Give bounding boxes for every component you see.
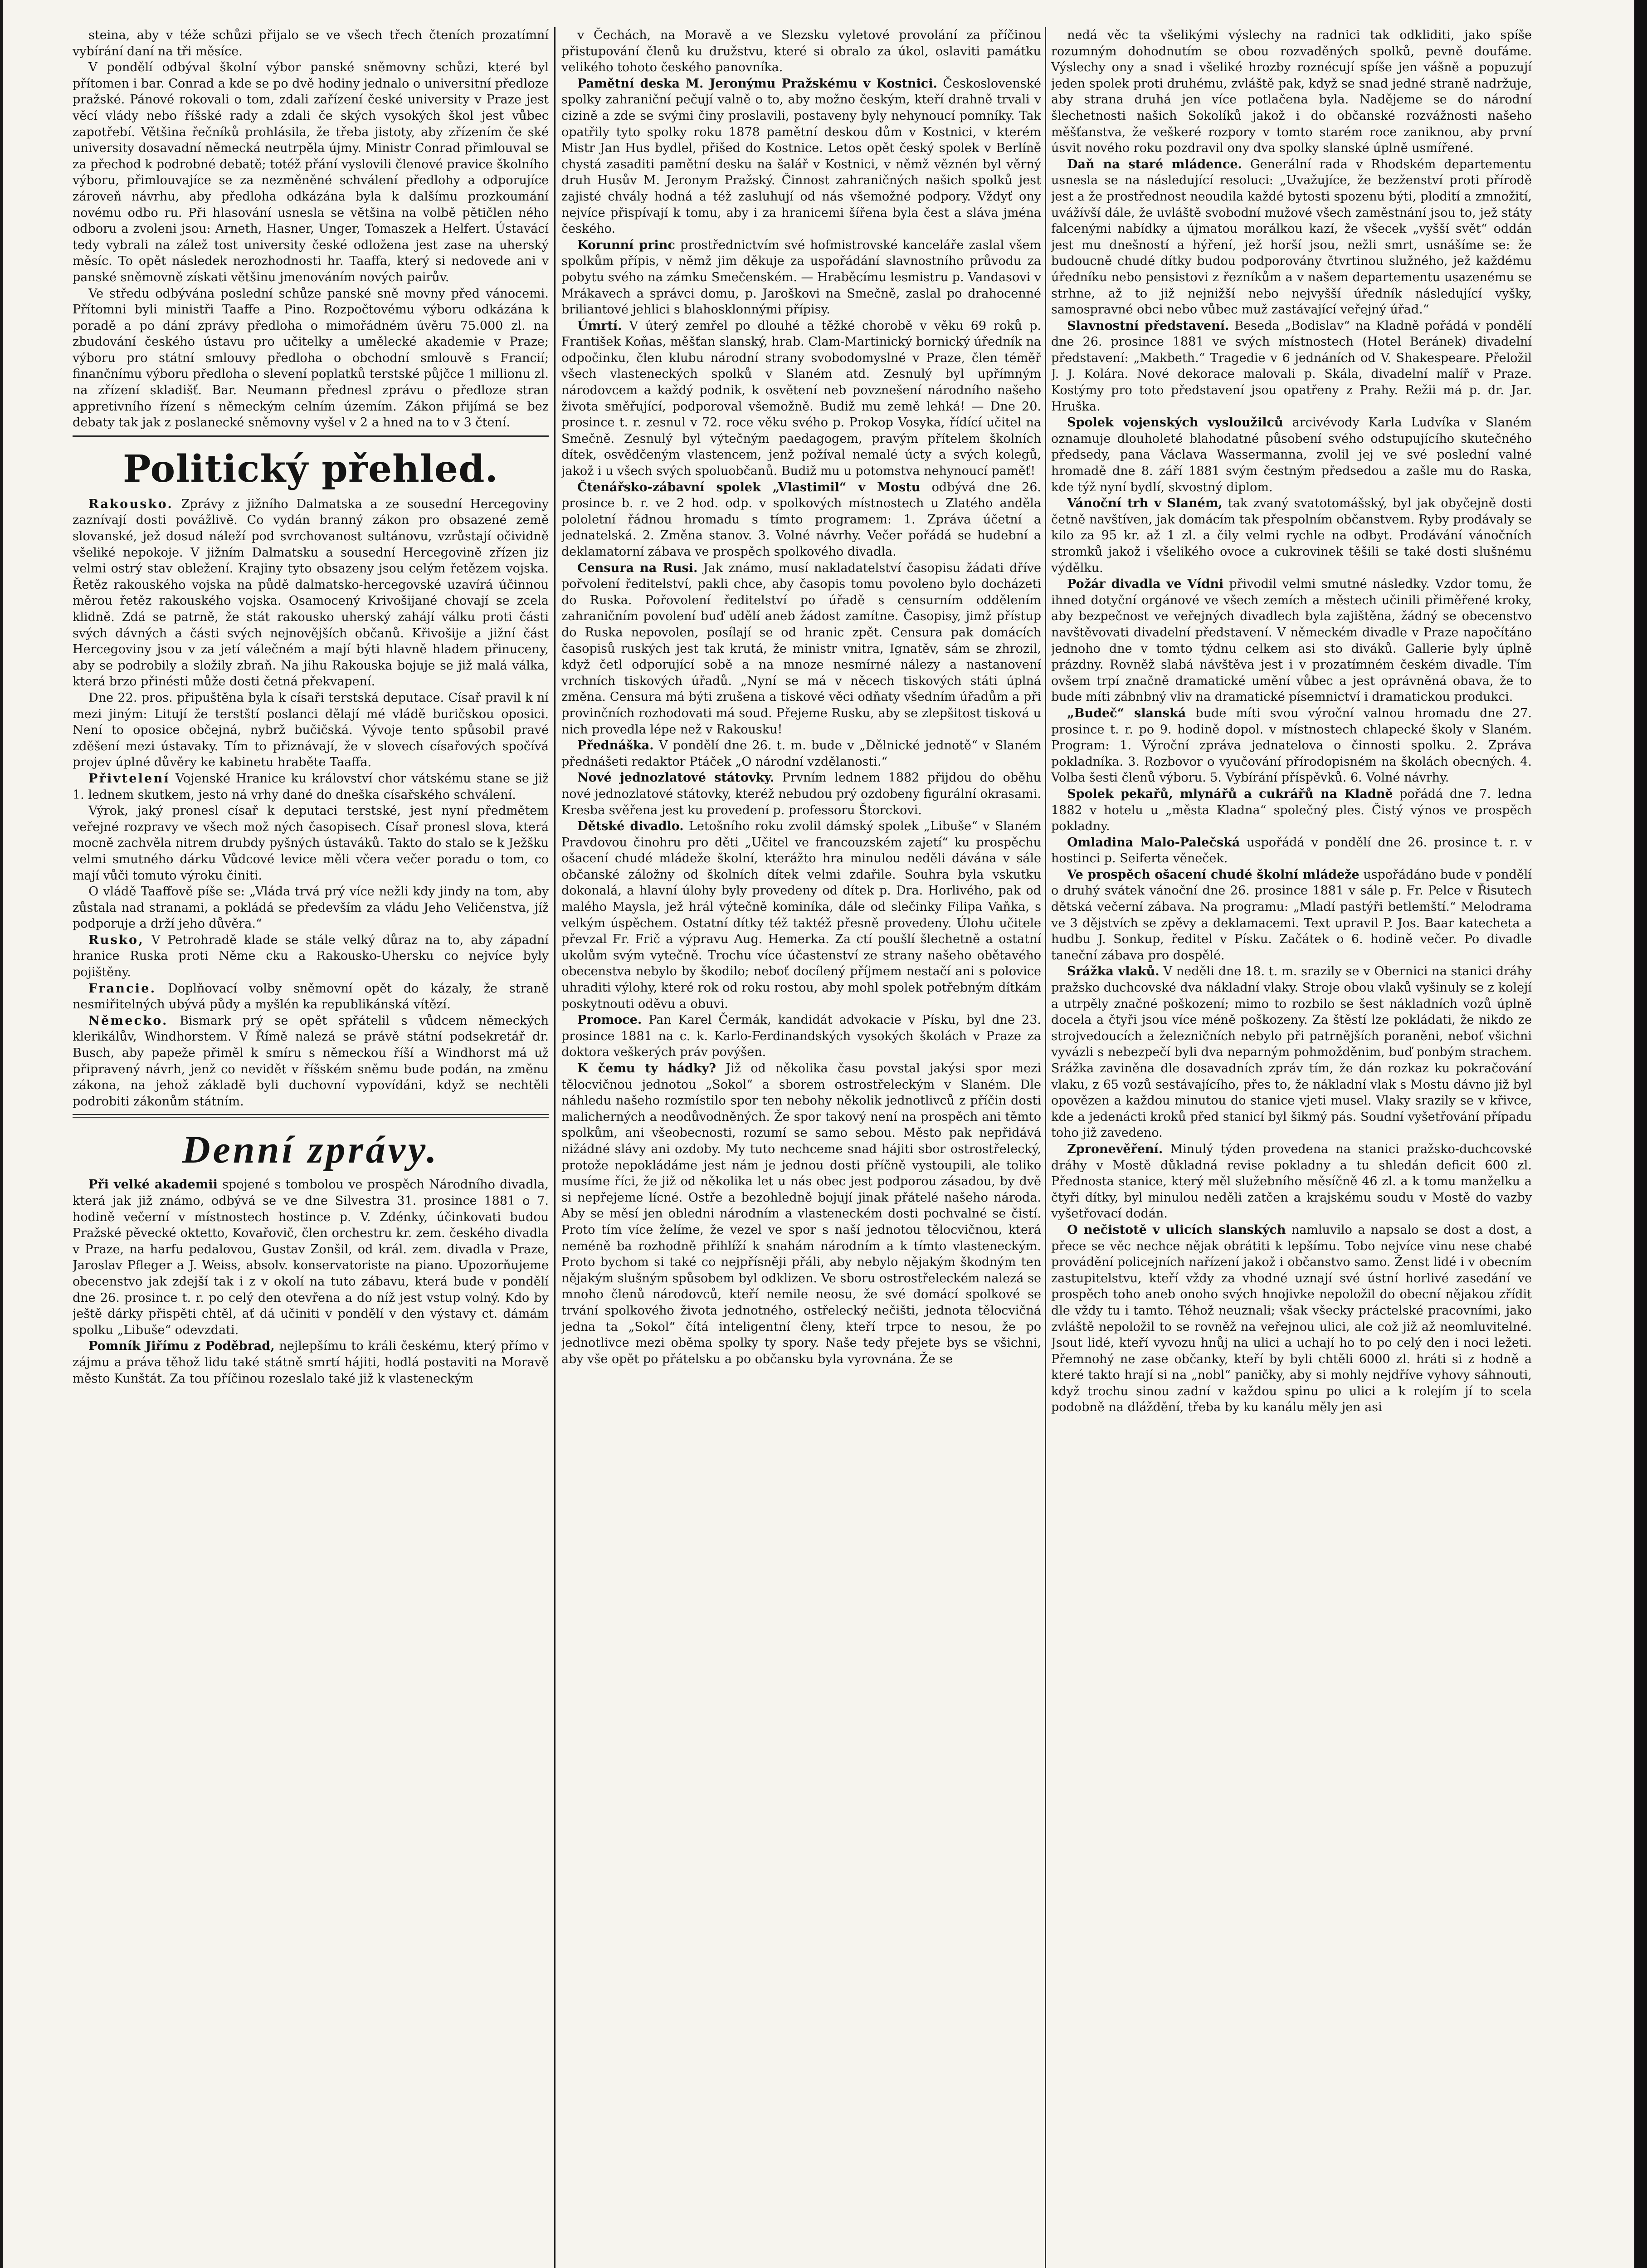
politics-articles <box>73 496 549 1110</box>
article-heading: Ve prospěch ošacení chudé školní mládeže <box>1067 867 1360 882</box>
article <box>1051 867 1532 964</box>
article <box>1051 705 1532 786</box>
article-body: Bismark prý se opět spřátelil s vůdcem německých klerikálův, Windhorstem. V Římě nalezá se právě státní podsekretář dr. Busch, aby papeže přiměl k smíru s německou říší a Windhorst má už připravený návrh, jenž co nevidět v říšském sněmu bude podán, na změnu zákona, na jehož základě byli duchovní vypovídáni, když se nechtěli podrobiti zákonům státním. <box>73 1013 549 1109</box>
article-body: V úterý zemřel po dlouhé a těžké chorobě v věku 69 roků p. František Koňas, měšťan slanský, hrab. Clam-Martinický bornický úředník na odpočinku, člen klubu národní strany svobodomyslné v Praze, člen téměř všech vlasteneckých spolků v Slaném atd. Zesnulý byl upřímným národovcem a každý podnik, k osvětení neb povznešení národního našeho života směřující, podporoval všemožně. Budiž mu země lehká! — Dne 20. prosince t. r. zesnul v 72. roce věku svého p. Prokop Vosyka, řídící učitel na Smečně. Zesnulý byl výtečným paedagogem, pravým přítelem školních dítek, osvědčeným vlastencem, jenž požíval nemalé úcty a svých kolegů, jakož i u všech svých spoluobčanů. Budiž mu u potomstva nehynoucí paměť! <box>561 318 1041 479</box>
article-body: Vojenské Hranice ku království chor vátskému stane se již 1. lednem skutkem, jesto ná vrhy dané do dneška císařského schválení. <box>73 771 549 802</box>
article <box>1051 415 1532 495</box>
daily-news-articles <box>561 27 1041 1367</box>
article-heading: Přivtelení <box>88 771 170 786</box>
article-heading: Francie. <box>88 981 156 996</box>
article <box>1051 786 1532 835</box>
article-paragraph: Ve středu odbývána poslední schůze panské sně movny před vánocemi. Přítomni byli ministři Taaffe a Pino. Rozpočtovému výboru odkázána k poradě a po dání zprávy předloha o mimořádném úvěru 75.000 zl. na zbudování českého ústavu pro učitelky a umělecké akademie v Praze; výboru pro státní smlouvy předloha o obchodní smlouvě s Francií; finančnímu výboru předloha o slevení poplatků terstské půjčce 1 millionu zl. na zřízení skladišť. Bar. Neumann přednesl zprávu o předloze stran appretivního řízení s německým celním územím. Zákon přijímá se bez debaty tak jak z poslanecké sněmovny vyšel v 2 a hned na to v 3 čtení. <box>73 286 549 430</box>
article <box>1051 1222 1532 1416</box>
article <box>73 1338 549 1387</box>
article-body: bude míti svou výroční valnou hromadu dne 27. prosince t. r. po 9. hodině dopol. v místnostech chlapecké školy v Slaném. Program: 1. Výroční zpráva jednatelova o činnosti spolku. 2. Zpráva pokladníka. 3. Rozbovor o vyučování přírodopisném na školách obecných. 4. Volba šesti členů výboru. 5. Vybírání příspěvků. 6. Volné návrhy. <box>1051 706 1532 785</box>
daily-news-articles <box>1051 27 1532 1416</box>
section-title-daily: Denní zprávy. <box>182 1128 439 1172</box>
article-heading: Přednáška. <box>577 738 654 753</box>
article-body: Prvním lednem 1882 přijdou do oběhu nové jednozlatové státovky, kteréž nebudou prý ozdobeny figurální okrasami. Kresba svěřena jest ku provedení p. professoru Štorckovi. <box>561 771 1041 817</box>
article <box>1051 1141 1532 1222</box>
article-heading: Úmrtí. <box>577 318 622 333</box>
article-body: uspořádáno bude v pondělí o druhý svátek vánoční dne 26. prosince 1881 v sále p. Fr. Pelce v Řisutech dětská večerní zábava. Na programu: „Mladí pastýři betlemští.“ Melodrama ve 3 dějstvích se zpěvy a deklamacemi. Text upravil P. Jos. Baar katecheta a hudbu J. Sonkup, ředitel v Písku. Začátek o 6. hodině večer. Po divadle taneční zábava pro dospělé. <box>1051 867 1532 963</box>
scan-edge-right <box>1634 0 1647 2268</box>
article <box>1051 963 1532 1141</box>
article-body: namluvilo a napsalo se dost a dost, a přece se věc nechce nějak obrátiti k lepšímu. Tobo nejvíce vinu nese chabé provádění policejních nařízení jakož i občanstvo samo. Ženst lidé i v obecním zastupitelstvu, kteří vždy za vhodné uznají své ústní horlivé zasedání ve prospěch toho aneb onoho svých hnojivke nepoložil do obecní nějakou zřídit dle vždy tu i tamto. Téhož neuznali; však všecky práctelské pracovními, jako zvláště nepoložil to se rovněž na veřejnou ulici, ale což již až neomluvitelné. Jsout lidé, kteří vyvozu hnůj na ulici a uchají ho to po celý den i noci ležeti. Přemnohý ne zase občanky, kteří by byli chtěli 6000 zl. hráti si z hodně a které takto hrají si na „nobl“ paničky, aby si mohly nejdříve vyhovy sáhnouti, když trochu sinou zadní v každou spinu po ulici a k rolejím jí to scela podobně na dláždění, třeba by ku kanálu měly jen asi <box>1051 1222 1532 1415</box>
article-heading: O nečistotě v ulicích slanských <box>1067 1222 1286 1237</box>
article-paragraph: V pondělí odbýval školní výbor panské sněmovny schůzi, které byl přítomen i bar. Conrad a kde se po dvě hodiny jednalo o universitní předloze pražské. Pánové rokovali o tom, zdali zařízení české university v Praze jest věcí vlády nebo říšské rady a zdali če ských vysokých škol jest vůbec zapotřebí. Většina řečníků prohlásila, že třeba jistoty, aby zřízením če ské university dosavadní německá neutrpěla újmy. Ministr Conrad přimlouval se za přechod k podrobné debatě; totéž přání vyslovili členové pravice školního výboru, přimlouvajíce se za nezměněné schválení předlohy a odporujíce zároveň návrhu, aby předloha odkázána byla k dalšímu prozkoumání novému odbo ru. Při hlasování usnesla se většina na volbě pětičlen ného odboru a zvoleni jsou: Arneth, Hasner, Unger, Tomaszek a Helfert. Ústavácí tedy vybrali na zálež tost university české odložena jest zase na uherský měsíc. To opět následek nerozhodnosti hr. Taaffa, který si nedovede ani v panské sněmovně získati většinu jmenováním nových pairův. <box>73 60 549 284</box>
article <box>73 690 549 771</box>
article-heading: Čtenářsko-zábavní spolek „Vlastimil“ v Mostu <box>577 480 921 494</box>
article-body: nejlepšímu to králi českému, který přímo v zájmu a práva těhož lidu také státně smrtí hájiti, hodlá postaviti na Moravě město Kunštát. Za tou příčinou rozeslalo také již k vlasteneckým <box>73 1339 549 1386</box>
article-heading: Slavnostní představení. <box>1067 318 1229 333</box>
article <box>1051 495 1532 576</box>
article-body: přivodil velmi smutné následky. Vzdor tomu, že ihned dotyční orgánové ve všech zemích a městech učinili přiměřené kroky, aby bezpečnost ve veřejných divadlech byla zajištěna, žádný se obecenstvo navštěvovati divadelní představení. V německém divadle v Praze napočítáno jednoho dne v tomto týdnu celkem asi sto diváků. Gallerie byly úplně prázdny. Rovněž slabá návštěva jest i v prozatímném českém divadle. Tím ovšem trpí značně dramatické umění vůbec a jest oprávněná obava, že to bude míti zábnbný vliv na dramatické písemnictví i dramatickou produkci. <box>1051 577 1532 704</box>
article-heading: Srážka vlaků. <box>1067 964 1160 979</box>
article-heading: Pamětní deska M. Jeronýmu Pražskému v Kostnici. <box>577 76 937 91</box>
article <box>561 560 1041 738</box>
article-heading: Zpronevěření. <box>1067 1142 1163 1156</box>
article-heading: Daň na staré mládence. <box>1067 157 1242 171</box>
scan-edge-left <box>0 0 3 2268</box>
article-body: Beseda „Bodislav“ na Kladně pořádá v pondělí dne 26. prosince 1881 ve svých místnostech (Hotel Beránek) divadelní představení: „Makbeth.“ Tragedie v 6 jednáních od V. Shakespeare. Přeložil J. J. Kolára. Nové dekorace malovali p. Skála, divadelní malíř v Praze. Kostýmy pro toto představení jsou opatřeny z Prahy. Režii má p. dr. Jar. Hruška. <box>1051 318 1532 414</box>
article-body: Letošního roku zvolil dámský spolek „Libuše“ v Slaném Pravdovou činohru pro děti „Učitel ve francouzském zajetí“ ku prospěchu ošacení chudé mládeže školní, kterážto hra minulou neděli dávána v sále občanské záložny od školních dítek velmi zdařile. Souhra byla vskutku dokonalá, a hlavní úlohy byly provedeny od dítek p. Dra. Horlivého, pak od malého Maysla, jež hrál výtečně kominíka, dále od slečinky Filipa Vaňka, s velkým úspěchem. Ostatní dítky též taktéž přesně provedeny. Úlohu učitele převzal Fr. Frič a výpravu Aug. Hemerka. Za ctí poušlí šlechetně a ostatní ukolům svým vytečně. Trochu více účastenství ze strany našeho obětavého obecenstva nebylo by škodilo; neboť docílený příjmem nestačí ani s polovice uhraditi výlohy, které rok od roku rostou, aby mohl spolek potřebným dítkám poskytnouti oděvu a obuvi. <box>561 819 1041 1011</box>
article-heading: Pomník Jiřímu z Poděbrad, <box>88 1339 275 1354</box>
article-body: nedá věc ta všelikými výslechy na radnici tak odkliditi, jako spíše rozumným dohodnutím se obou rozvaděných spolků, pevně doufáme. Výslechy ony a snad i všeliké hrozby roznécují spíše jen vášně a popuzují jeden spolek proti druhému, zvláště pak, když se snad jedné straně nadržuje, aby strana druhá jen více potlačena byla. Nadějeme se do národní šlechetnosti našich Sokolíků jakož i do občanské rozvážnosti našeho měšťanstva, že veškeré rozpory v tomto starém roce zaniknou, aby první úsvit nového roku pozdravil ony dva spolky slanské úplně usmířené. <box>1051 28 1532 156</box>
article-body: Generální rada v Rhodském departementu usnesla se na následující resoluci: „Uvažujíce, že bezženství proti přírodě jest a že prostřednost neoudila každé bytosti spozenu býti, plodití a zmnožití, uvážívší dále, že uvláště svobodní mužové všech zaměstnání jsou to, jež státy falcenými nabídky a újmatou morálkou kazí, že všecek „vyšší svět“ oddán jest mu dnešností a hýření, jež horší jsou, nežli smrt, usnášíme se: že budoucně chudé dítky budou podporovány čtvrtinou služného, jež každému úředníku nebo pensistovi z řezníkům a v našem departementu usazenému se strhne, až to již nejnižší nebo nejvyšší úředník následující vyšky, samospravné obci nebo vůbec muž zastávající veřejný úřad.“ <box>1051 157 1532 317</box>
article-heading: Promoce. <box>577 1013 642 1027</box>
article <box>561 818 1041 1012</box>
column-3 <box>1051 27 1532 2268</box>
article-heading: Dětské divadlo. <box>577 819 684 834</box>
article <box>73 803 549 884</box>
article <box>1051 835 1532 867</box>
article-heading: Rakousko. <box>88 497 173 511</box>
article <box>1051 576 1532 705</box>
article-body: odbývá dne 26. prosince b. r. ve 2 hod. odp. v spolkových místnostech u Zlatého anděla pololetní řádnou hromadu s tímto programem: 1. Zpráva účetní a jednatelská. 2. Změna stanov. 3. Volné návrhy. Večer pořádá se hudební a deklamatorní zábava ve prospěch spolkového divadla. <box>561 480 1041 559</box>
column-rule <box>554 27 555 2268</box>
article-body: V neděli dne 18. t. m. srazily se v Obernici na stanici dráhy pražsko duchcovské dva nákladní vlaky. Stroje obou vlaků vyšinuly se z kolejí a utrpěly značné poškození; mimo to rozbilo se šest nákladních vozů úplně docela a čtyři jsou více méně poškozeny. Za štěstí lze pokládati, že nikdo ze strojvedoucích a železničních nebylo při patrnějších poraněni, neboť všichni vyvázli s nebezpečí byli dva neparným pohmožděnim, buď ponbým strachem. Srážka zaviněna dle dosavadních zpráv tím, že dán rozkaz ku pokračování vlaku, z 65 vozů sestávajícího, přes to, že nákladní vlak s Mostu dávno již byl opovězen a každou minutou do stanice vjeti musel. Vlaky srazily se v křivce, kde a jedenácti kroků před stanicí byl šikmý pás. Soudní vyšetřování případu toho již zavedeno. <box>1051 964 1532 1140</box>
article-paragraph: steina, aby v téže schůzi přijalo se ve všech třech čteních prozatímní vybírání daní na tři měsíce. <box>73 28 549 59</box>
article-body: arcivévody Karla Ludvíka v Slaném oznamuje dlouholeté blahodatné působení svého odstupujícího skutečného předsedy, pana Václava Wassermanna, zvolil jej ve své poslední valné hromadě dne 8. září 1881 svým čestným předsedou a zašle mu do Raska, kde týž nyní bydlí, skvostný diplom. <box>1051 415 1532 494</box>
parliament-report <box>73 27 549 431</box>
article-body: Výrok, jaký pronesl císař k deputaci terstské, jest nyní předmětem veřejné rozpravy ve všech mož ných časopisech. Císař pronesl slova, která mocně zachvěla nitrem drubdy pyšných ústaváků. Takto do stalo se k Ježšku velmi smutného dárku Vůdcové levice měli včera večer poradu o tom, co mají vůči tomuto výroku činiti. <box>73 804 549 883</box>
article-body: v Čechách, na Moravě a ve Slezsku vyletové provolání za příčinou přistupování členů ku družstvu, které si obralo za úkol, oslaviti památku velikého tohoto českého panovníka. <box>561 28 1041 75</box>
article-heading: Nové jednozlatové státovky. <box>577 771 775 785</box>
article-body: Minulý týden provedena na stanici pražsko-duchcovské dráhy v Mostě důkladná revise pokladny a tu shledán deficit 600 zl. Přednosta stanice, který měl služebního měsíčně 46 zl. a k tomu manželku a čtyři dítky, byl minulou neděli zatčen a krajskému soudu v Mostě do vazby vyšetřovací dodán. <box>1051 1142 1532 1221</box>
article-heading: Omladina Malo-Palečská <box>1067 835 1240 850</box>
article <box>561 318 1041 479</box>
article <box>1051 156 1532 318</box>
article <box>73 1013 549 1110</box>
article <box>1051 27 1532 156</box>
article-body: Již od několika času povstal jakýsi spor mezi tělocvičnou jednotou „Sokol“ a sborem ostrostřeleckým v Slaném. Dle náhledu našeho rozmístilo spor ten nebohy několik jednotlivců z příčin dosti malicherných a neodůvodněných. Že spor takový není na prospěch ani těmto spolkům, ani všeobecnosti, rozumí se samo sebou. Město pak nepřidává nižádné slávy ani ozdoby. My tuto nechceme snad hájiti sbor ostrostřelecký, protože nepokládáme jest nám je jednou dosti příčně vystoupili, ale toliko musíme říci, že již od několika let u nás obec jest podporou zásadou, by dvě si nepřejeme lícné. Ostře a bezohledně bojují jinak přátelé našeho národa. Aby se měsí jen obledni národním a vlasteneckém dosti pochvalné se čistí. Proto tím více želíme, že vezel ve spor s naší jednotou tělocvičnou, která neméně ba rozhodně přihlíží k snahám národním a k tímto vlasteneckým. Proto bychom si také co nejpřísněji přáli, aby nebylo nějakým škodným ten nějakým slušným spůsobem byl odklizen. Ve sboru ostrostřeleckém nalezá se mnoho členů národovců, kteří nemile neosu, že své domácí spolkové se trvání spolkového života jednotného, ostřelecký nečišti, jednota tělocvičná jedna ta „Sokol“ čítá inteligentní členy, kteří trpce to nesou, že po jednotlivce mezi oběma spolky ty spory. Naše tedy přejete bys se všichni, aby vše opět po přátelsku a po občansku byla vyrovnána. Že se <box>561 1061 1041 1366</box>
article-heading: Požár divadla ve Vídni <box>1067 577 1224 591</box>
article-heading: Rusko, <box>88 933 144 947</box>
article-body: spojené s tombolou ve prospěch Národního divadla, která jak již známo, odbývá se ve dne Silvestra 31. prosince 1881 o 7. hodině večerní v místnostech hostince p. V. Zdénky, účinkovati budou Pražské pěvecké oktetto, Kovařovič, člen orchestru kr. zem. českého divadla v Praze, na harfu pedalovou, Gustav Zonšil, od král. zem. divadla v Praze, Jaroslav Pfleger a J. Weiss, absolv. konservatoriste na piano. Upozorňujeme obecenstvo jak zdejší tak i z v okolí na tuto zábavu, která bude v pondělí dne 26. prosince t. r. po celý den otevřena a do níž jest vstup volný. Kdo by ještě dárky přispěti chtěl, ať dá učiniti v pondělí v den výstavy ct. dámám spolku „Libuše“ odevzdati. <box>73 1178 549 1337</box>
article-heading: Německo. <box>88 1013 168 1028</box>
article-body: tak zvaný svatotomášský, byl jak obyčejně dosti četně navštíven, jak domácím tak přespolním občanstvem. Ryby prodávaly se kilo za 95 kr. až 1 zl. a čily velmi rychle na odbyt. Prodávání vánočních stromků jakož i všelikého ovoce a cukrovinek těšili se také dosti slušnému výdělku. <box>1051 496 1532 575</box>
article <box>561 770 1041 818</box>
article-body: prostřednictvím své hofmistrovské kanceláře zaslal všem spolkům přípis, v němž jim děkuje za uspořádání slavnostního průvodu za pobytu svého na zámku Smečenském. — Hraběcímu lesmistru p. Vandasovi v Mrákavech a správci domu, p. Jaroškovi na Smečně, zaslal po drahocenné briliantové jehlici s blahosklonnými přípisy. <box>561 238 1041 317</box>
article-body: Jak známo, musí nakladatelství časopisu žádati dříve pořvolení ředitelství, pakli chce, aby časopis tomu povoleno bylo docházeti do Ruska. Pořovolení ředitelství po úřadě s censurním oddělením zahraničním povolení buď udělí aneb žádost zamítne. Časopisy, jimž přístup do Ruska nepovolen, posílají se od hranic zpět. Censura pak domácích časopisů ruských jest tak krutá, že ministr vnitra, Ignatěv, sám se zhrozil, když četl odporující sobě a na mnoze nesmírné nálezy a nastanovení vrchních tiskových úřadů. „Nyní se má v něcech tiskových státi úplná změna. Censura má býti zrušena a tiskové věci odňaty všedním úřadům a při provinčních rozhodovati má soud. Přejeme Rusku, aby se zlepšitost tisková u nich provedla lépe než v Rakousku! <box>561 561 1041 737</box>
article <box>73 981 549 1013</box>
column-1 <box>73 27 549 2268</box>
article <box>73 496 549 690</box>
article-body: O vládě Taaffově píše se: „Vláda trvá prý více nežli kdy jindy na tom, aby zůstala nad stranami, a pokládá se především za vládu Jeho Veličenstva, jíž podporuje a drží jeho důvěra.“ <box>73 885 549 931</box>
article <box>561 237 1041 318</box>
article <box>73 932 549 981</box>
article-heading: Censura na Rusi. <box>577 561 698 575</box>
section-divider <box>73 1114 549 1118</box>
article-body: uspořádá v pondělí dne 26. prosince t. r. v hostinci p. Seiferta věneček. <box>1051 835 1532 866</box>
article <box>561 479 1041 560</box>
article-body: Pan Karel Čermák, kandidát advokacie v Písku, byl dne 23. prosince 1881 na c. k. Karlo-Ferdinandských vysokých školách v Praze za doktora veškerých práv povýšen. <box>561 1013 1041 1060</box>
article-heading: Vánoční trh v Slaném, <box>1067 496 1223 511</box>
column-rule <box>1045 27 1046 2268</box>
article <box>561 1061 1041 1367</box>
article-heading: Spolek pekařů, mlynářů a cukrářů na Kladně <box>1067 787 1393 801</box>
article-body: Doplňovací volby sněmovní opět do kázaly, že straně nesmiřitelných ubývá půdy a myšlén ka republikánská vítězí. <box>73 981 549 1012</box>
article <box>561 738 1041 770</box>
article-body: V Petrohradě klade se stále velký důraz na to, aby západní hranice Ruska proti Něme cku a Rakousko-Uhersku co nejvíce byly pojištěny. <box>73 933 549 980</box>
article <box>73 1177 549 1338</box>
article <box>73 884 549 932</box>
section-divider <box>73 435 549 437</box>
article-heading: Korunní princ <box>577 238 675 252</box>
daily-news-articles <box>73 1177 549 1387</box>
article-body: pořádá dne 7. ledna 1882 v hotelu u „města Kladna“ společný ples. Čistý výnos ve prospěch pokladny. <box>1051 787 1532 834</box>
article <box>561 27 1041 76</box>
article-heading: K čemu ty hádky? <box>577 1061 716 1075</box>
article-heading: Spolek vojenských vysloužilců <box>1067 415 1283 430</box>
article-heading: Při velké akademii <box>88 1178 218 1192</box>
article <box>73 771 549 803</box>
section-title-politics: Politický přehled. <box>123 447 498 491</box>
article-body: Československé spolky zahraniční pečují valně o to, aby možno českým, kteří drahně trvali v cizině a zde se svými činy proslavili, postaveny byly nehynoucí pomníky. Tak opatřily tyto spolky roku 1878 pamětní deskou dům v Kostnici, v kterém Mistr Jan Hus bydlel, přišed do Kostnice. Letos opět český spolek v Berlíně chystá zasaditi pamětní desku na šalář v Kostnici, v němž věznén byl věrný druh Husův M. Jeronym Pražský. Činnost zahraničných našich spolků jest zajisté chvály hodná a též zasluhují od nás všemožné podpory. Vždyť ony nejvíce přispívají k tomu, aby i za hranicemi šířena byla čest a sláva jména českého. <box>561 76 1041 236</box>
article-heading: „Budeč“ slanská <box>1067 706 1186 720</box>
article-body: V pondělí dne 26. t. m. bude v „Dělnické jednotě“ v Slaném přednášeti redaktor Ptáček „O národní vzdělanosti.“ <box>561 738 1041 769</box>
article-body: Dne 22. pros. připuštěna byla k císaři terstská deputace. Císař pravil k ní mezi jiným: Litují že terstští poslanci dělají mé vládě buričskou oposici. Není to oposice občejná, nybrž bučičská. Vývoje tento spůsobil pravé zděšení mezi ústavaky. Tím to přiznávají, že v slovech císařových spočívá projev úplné důvěry ke kabinetu hraběte Taaffa. <box>73 690 549 770</box>
article <box>1051 318 1532 415</box>
article-body: Zprávy z jižního Dalmatska a ze sousední Hercegoviny zaznívají dosti povážlivě. Co vydán branný zákon pro obsazené země slovanské, jež dosud náleží pod svrchovanost sultánovu, vzrůstají očividně všeliké nepokoje. V jižním Dalmatsku a sousední Hercegovině zřízen jiz velmi ostrý stav obležení. Krajiny tyto obsazeny jsou celým řetězem vojska. Řetěz rakouského vojska na půdě dalmatsko-hercegovské uzavírá účinnou měrou řetěz rakouského vojska. Osamocený Krivošijané chovají se zcela klidně. Zdá se patrně, že stát rakousko uherský zahájí válku proti části svých dávných a části svých nejnovějších občanů. Křivošije a jižní část Hercegoviny jsou v za jetí válečném a mají býti hlavně hladem přinuceny, aby se podrobily a složily zbraň. Na jihu Rakouska bojuje se již malá válka, která brzo přinésti může dosti četná překvapení. <box>73 497 549 689</box>
article <box>561 1012 1041 1061</box>
column-2 <box>561 27 1041 2268</box>
article <box>561 76 1041 237</box>
